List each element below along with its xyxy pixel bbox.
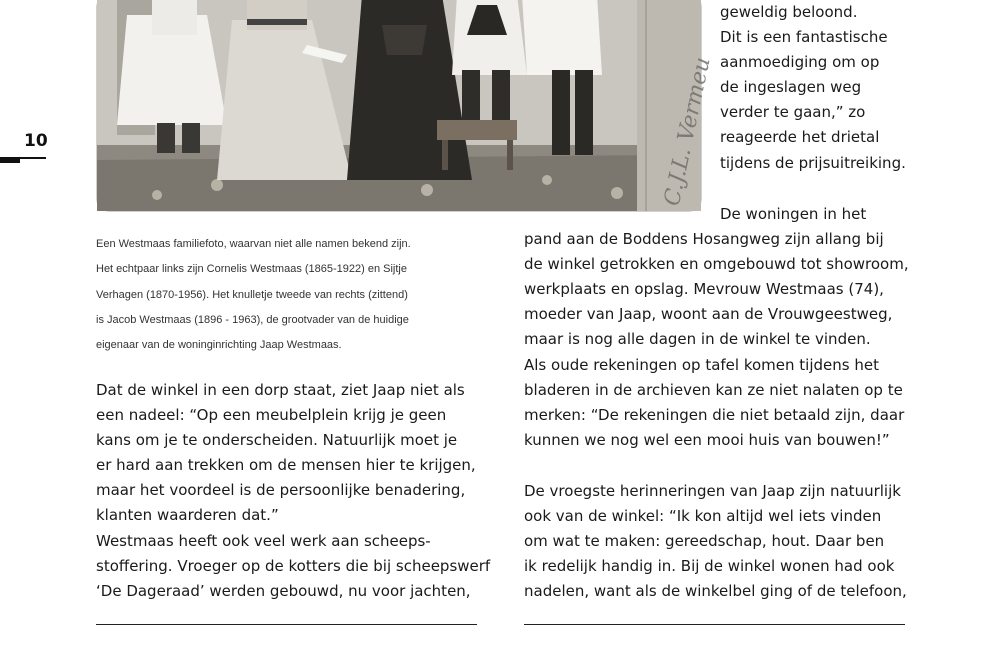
caption-line: eigenaar van de woninginrichting Jaap Westmaas.: [96, 339, 342, 352]
text-line: werkplaats en opslag. Mevrouw Westmaas (74),: [524, 280, 884, 299]
text-line: er hard aan trekken om de mensen hier te krijgen,: [96, 456, 476, 475]
text-line: maar het voordeel is de persoonlijke benadering,: [96, 481, 466, 500]
text-line: ik redelijk handig in. Bij de winkel wonen had ook: [524, 557, 895, 576]
text-line: klanten waarderen dat.”: [96, 506, 279, 525]
text-line: moeder van Jaap, woont aan de Vrouwgeestweg,: [524, 305, 893, 324]
text-line: De vroegste herinneringen van Jaap zijn natuurlijk: [524, 482, 901, 500]
text-line: reageerde het drietal: [720, 128, 880, 147]
page-number: 10: [24, 131, 48, 151]
caption-line: Het echtpaar links zijn Cornelis Westmaas (1865-1922) en Sijtje: [96, 263, 407, 276]
text-line: tijdens de prijsuitreiking.: [720, 153, 906, 172]
photo-caption: [96, 232, 476, 358]
text-line: geweldig beloond.: [720, 3, 858, 21]
text-line: verder te gaan,” zo: [720, 103, 866, 122]
text-line: maar is nog alle dagen in de winkel te vinden.: [524, 330, 871, 349]
text-line: De woningen in het: [720, 205, 867, 223]
caption-line: Verhagen (1870-1956). Het knulletje tweede van rechts (zittend): [96, 288, 408, 301]
caption-line: Een Westmaas familiefoto, waarvan niet alle namen bekend zijn.: [96, 238, 411, 250]
text-line: stoffering. Vroeger op de kotters die bij scheepswerf: [96, 556, 491, 575]
right-column-bottom-text: [524, 479, 907, 604]
text-line: nadelen, want als de winkelbel ging of de telefoon,: [524, 582, 907, 601]
text-line: om wat te maken: gereedschap, hout. Daar ben: [524, 532, 885, 551]
text-line: ook van de winkel: “Ik kon altijd wel iets vinden: [524, 507, 882, 526]
left-column-divider: [96, 624, 477, 625]
text-line: pand aan de Boddens Hosangweg zijn allang bij: [524, 230, 884, 249]
photographer-inscription: C.J.L. Vermeu: [659, 55, 716, 209]
text-line: Dit is een fantastische: [720, 28, 888, 47]
family-photo: [96, 0, 716, 212]
text-line: kans om je te onderscheiden. Natuurlijk moet je: [96, 431, 458, 450]
text-line: ‘De Dageraad’ werden gebouwd, nu voor jachten,: [96, 581, 471, 600]
text-line: bladeren in de archieven kan ze niet nalaten op te: [524, 380, 903, 399]
text-line: merken: “De rekeningen die niet betaald zijn, daar: [524, 405, 905, 424]
text-line: aanmoediging om op: [720, 53, 880, 72]
page-number-rule-accent: [0, 159, 20, 163]
caption-line: is Jacob Westmaas (1896 - 1963), de grootvader van de huidige: [96, 313, 409, 326]
text-line: kunnen we nog wel een mooi huis van bouwen!”: [524, 430, 890, 449]
family-photo-illustration: [97, 0, 701, 211]
text-line: Dat de winkel in een dorp staat, ziet Jaap niet als: [96, 381, 465, 399]
text-line: de winkel getrokken en omgebouwd tot showroom,: [524, 255, 909, 274]
right-column-middle-text: [524, 202, 909, 453]
right-column-divider: [524, 624, 905, 625]
text-line: Als oude rekeningen op tafel komen tijdens het: [524, 355, 879, 374]
right-column-top-text: [720, 0, 906, 176]
text-line: Westmaas heeft ook veel werk aan scheeps-: [96, 531, 431, 550]
text-line: een nadeel: “Op een meubelplein krijg je geen: [96, 406, 447, 425]
text-line: de ingeslagen weg: [720, 78, 862, 97]
left-column-text: [96, 378, 490, 604]
